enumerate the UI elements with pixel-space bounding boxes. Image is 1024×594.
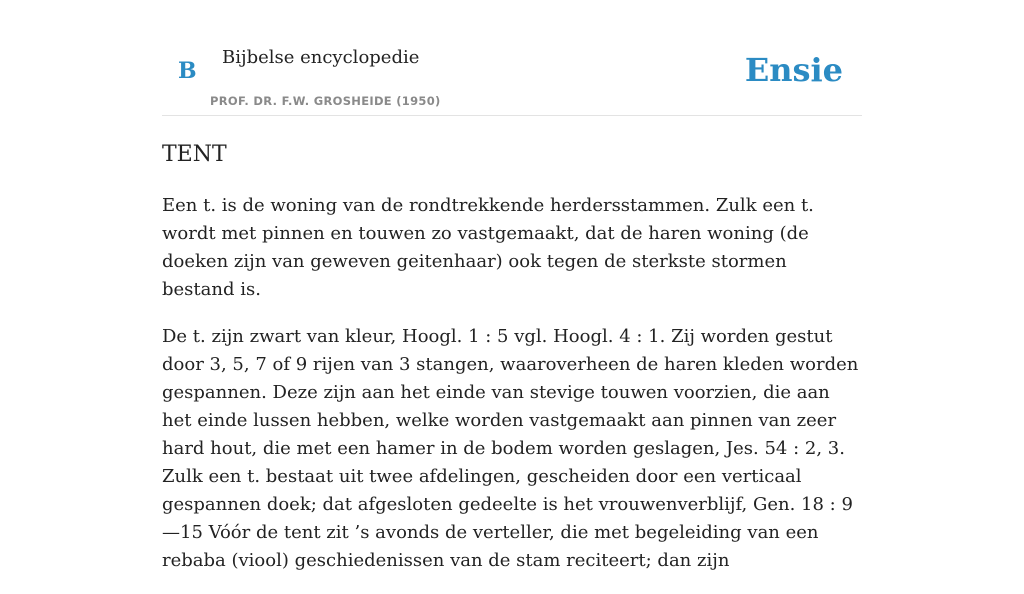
entry-title: TENT	[162, 142, 227, 167]
page	[162, 0, 862, 571]
brand-logo[interactable]: Ensie	[744, 51, 843, 89]
book-letter-icon[interactable]: B	[178, 58, 197, 84]
book-title[interactable]: Bijbelse encyclopedie	[222, 47, 420, 68]
entry-paragraph: Een t. is de woning van de rondtrekkende herdersstammen. Zulk een t. wordt met pinnen en touwen zo vastgemaakt, dat de haren woning (de doeken zijn van geweven geitenhaar) ook tegen de sterkste stormen bestand is.	[162, 195, 814, 300]
entry-paragraph: De t. zijn zwart van kleur, Hoogl. 1 : 5 vgl. Hoogl. 4 : 1. Zij worden gestut door 3, 5, 7 of 9 rijen van 3 stangen, waaroverheen de haren kleden worden gespannen. Deze zijn aan het einde van stevige touwen voorzien, die aan het einde lussen hebben, welke worden vastgemaakt aan pinnen van zeer hard hout, die met een hamer in de bodem worden geslagen, Jes. 54 : 2, 3. Zulk een t. bestaat uit twee afdelingen, gescheiden door een verticaal gespannen doek; dat afgesloten gedeelte is het vrouwenverblijf, Gen. 18 : 9—15 Vóór de tent zit ’s avonds de verteller, die met begeleiding van een rebaba (viool) geschiedenissen van de stam reciteert; dan zijn	[162, 326, 859, 571]
book-author: PROF. DR. F.W. GROSHEIDE (1950)	[210, 94, 441, 108]
entry-body	[162, 192, 862, 594]
header	[162, 0, 862, 116]
